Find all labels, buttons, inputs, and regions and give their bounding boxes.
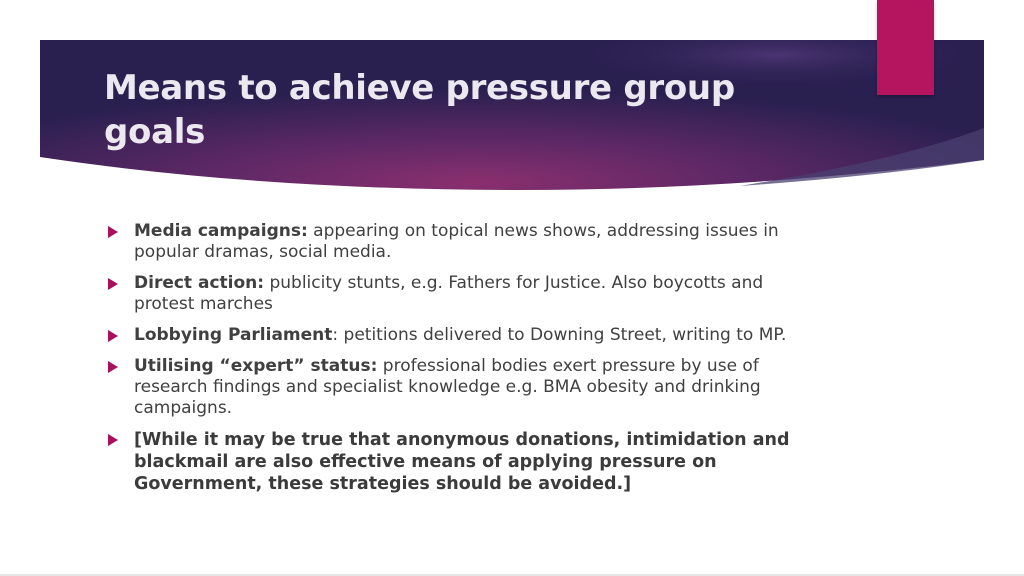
bullet-item (106, 356, 826, 419)
bullet-lead: Utilising “expert” status: (134, 356, 378, 376)
bullet-lead: Media campaigns: (134, 221, 308, 241)
bullet-list (106, 221, 826, 505)
bullet-arrow-icon (108, 330, 118, 342)
bullet-text: publicity stunts, e.g. Fathers for Justice. Also boycotts and protest marches (134, 273, 764, 314)
bullet-item (106, 273, 826, 315)
bullet-text: professional bodies exert pressure by use of research findings and specialist knowledge e.g. BMA obesity and drinking campaigns. (134, 356, 761, 418)
bullet-arrow-icon (108, 278, 118, 290)
slide-title: Means to achieve pressure group goals (104, 68, 735, 152)
bullet-text: [While it may be true that anonymous donations, intimidation and blackmail are also effective means of applying pressure on Government, these strategies should be avoided.] (134, 430, 790, 494)
bullet-arrow-icon (108, 434, 118, 446)
bullet-item (106, 325, 826, 346)
bullet-lead: Direct action: (134, 273, 265, 293)
accent-tab (877, 0, 934, 95)
bullet-arrow-icon (108, 226, 118, 238)
bullet-lead: Lobbying Parliament (134, 325, 333, 345)
bullet-item (106, 221, 826, 263)
bullet-text: : petitions delivered to Downing Street, writing to MP. (332, 325, 787, 345)
bullet-item (106, 429, 826, 495)
bullet-arrow-icon (108, 361, 118, 373)
bullet-text: appearing on topical news shows, addressing issues in popular dramas, social media. (134, 221, 779, 262)
